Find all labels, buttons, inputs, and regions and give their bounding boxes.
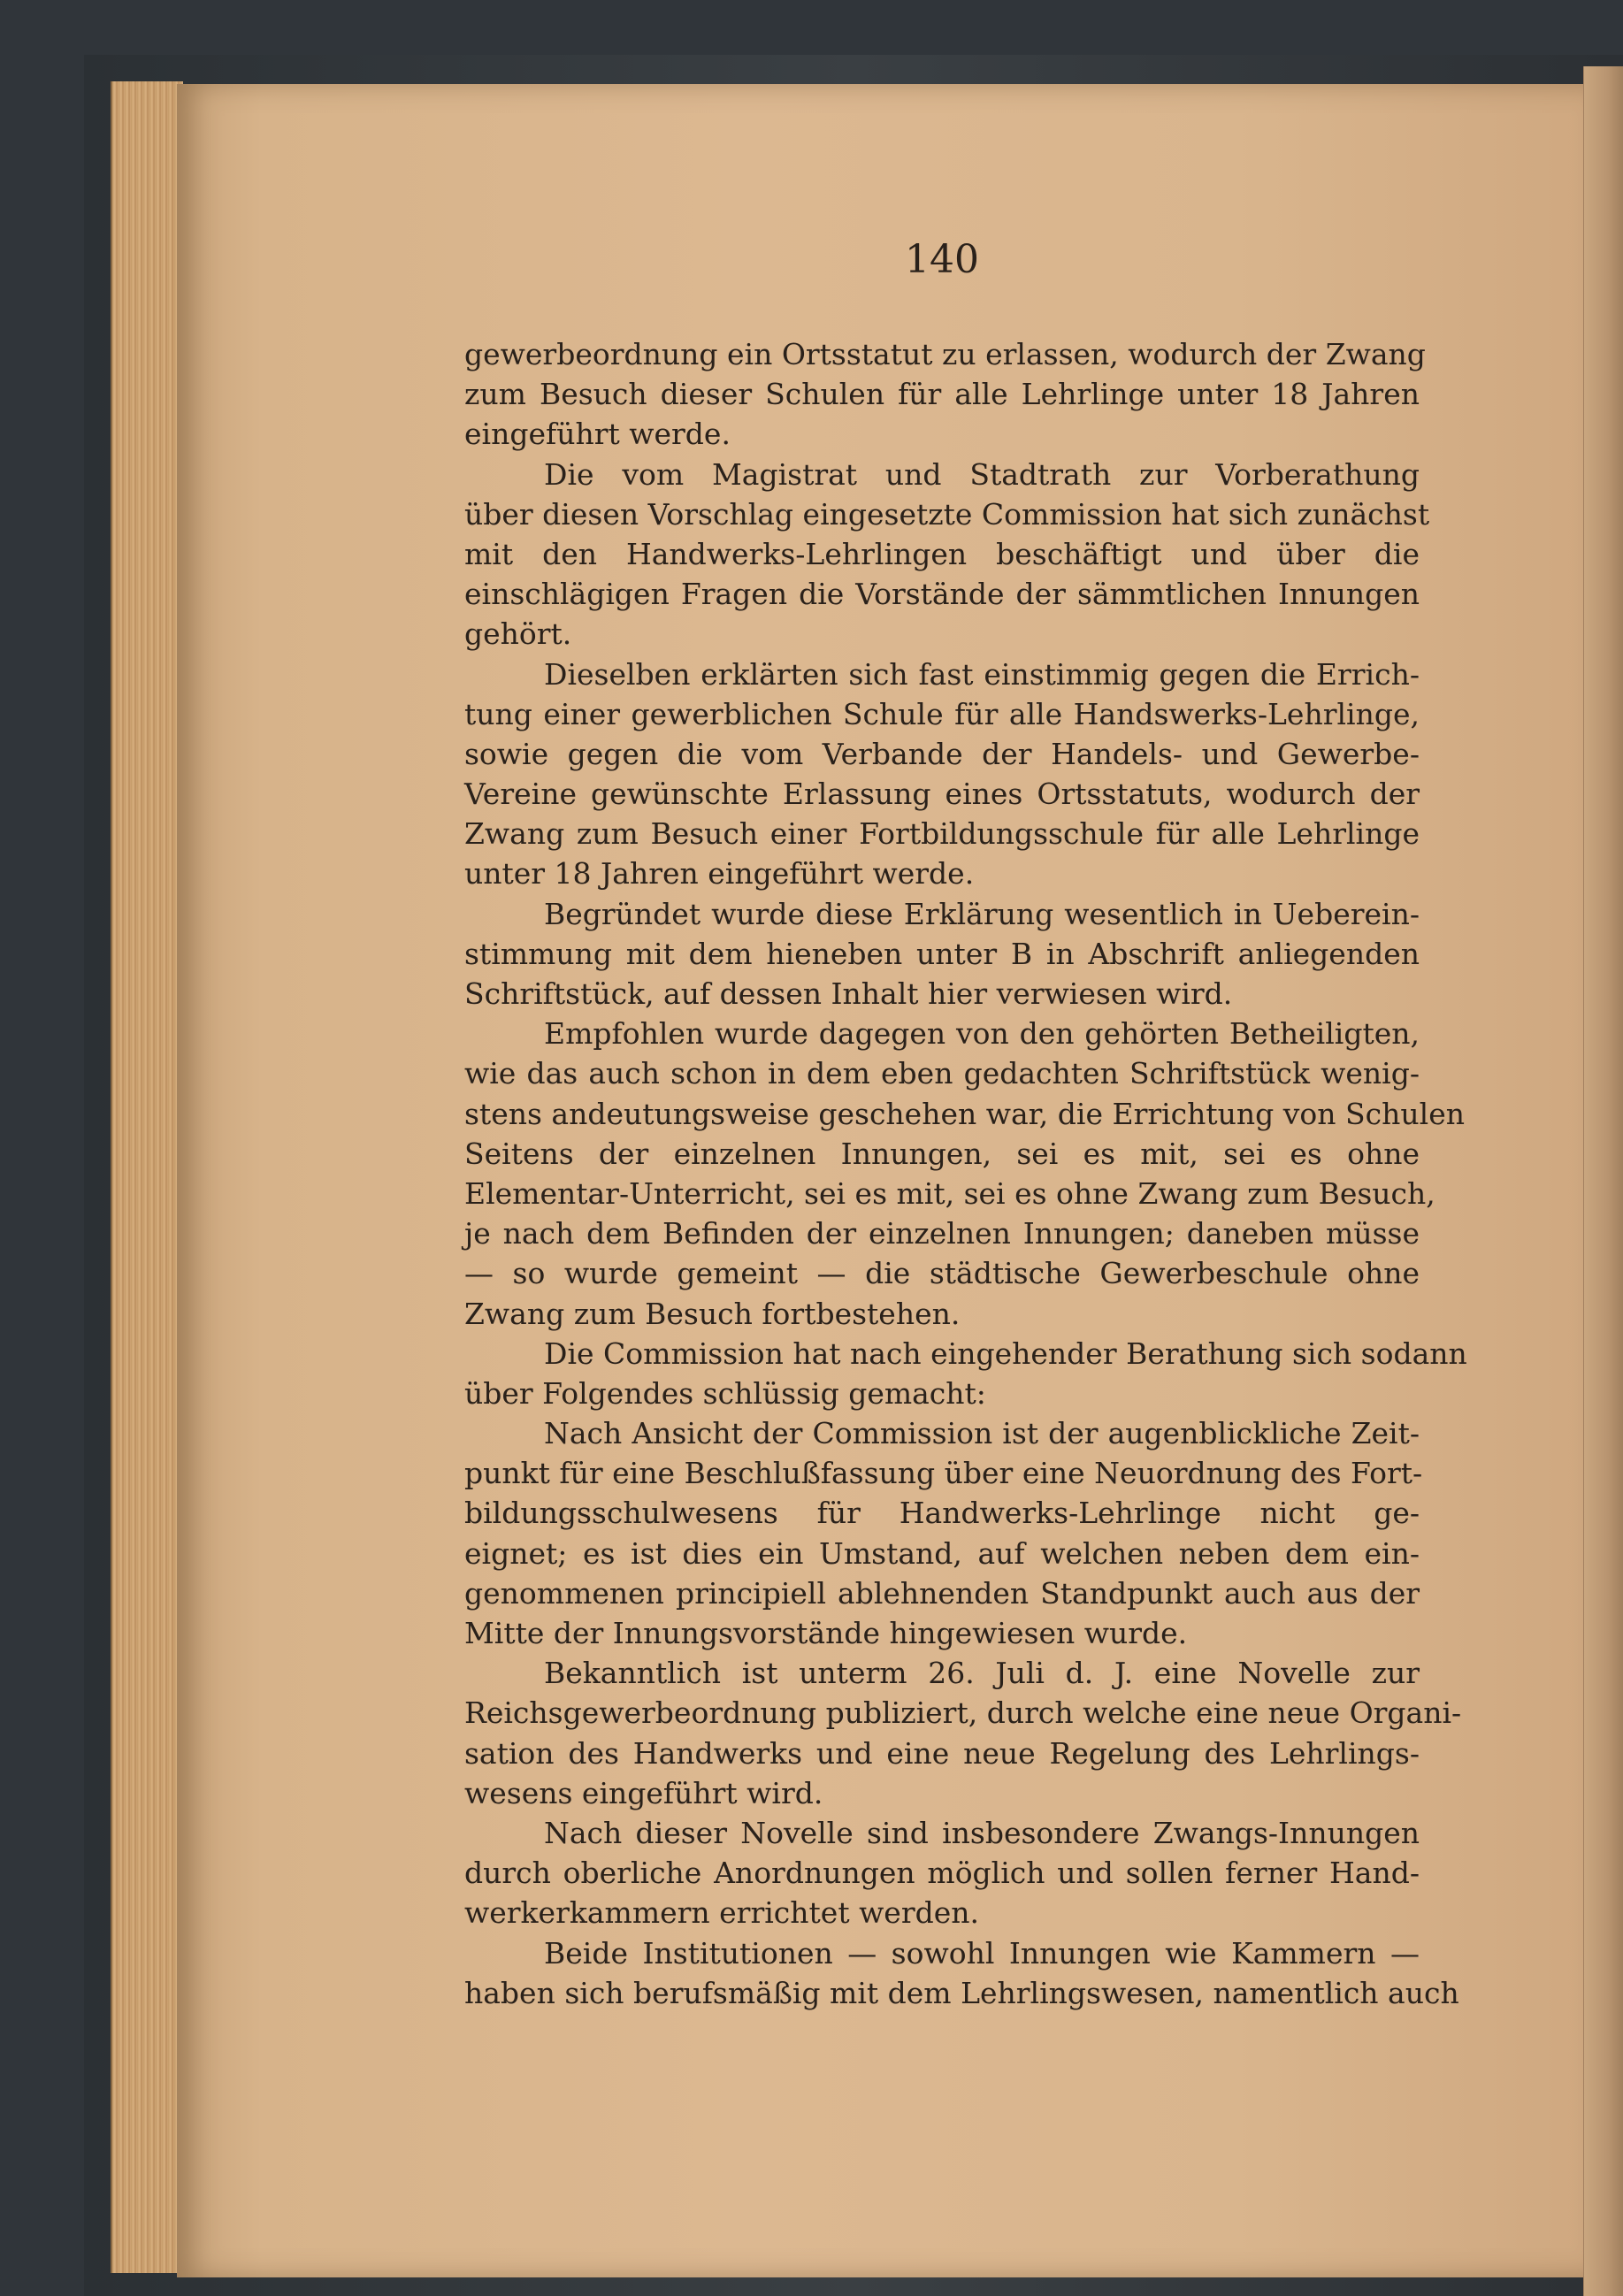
text-line: — so wurde gemeint — die städtische Gewerbeschule ohne (464, 1256, 1420, 1291)
text-line: je nach dem Befinden der einzelnen Innungen; daneben müsse (464, 1216, 1420, 1251)
text-line: über diesen Vorschlag eingesetzte Commission hat sich zunächst (464, 496, 1430, 532)
text-line: Nach Ansicht der Commission ist der augenblickliche Zeit- (544, 1416, 1420, 1451)
text-line: haben sich berufsmäßig mit dem Lehrlingswesen, namentlich auch (464, 1975, 1459, 2010)
text-line: werkerkammern errichtet werden. (464, 1895, 980, 1931)
text-line: mit den Handwerks-Lehrlingen beschäftigt und über die (464, 536, 1420, 571)
text-line: Begründet wurde diese Erklärung wesentlich in Ueberein- (544, 896, 1420, 931)
text-line: unter 18 Jahren eingeführt werde. (464, 856, 975, 892)
text-line: bildungsschulwesens für Handwerks-Lehrlinge nicht ge- (464, 1496, 1420, 1531)
text-line: eignet; es ist dies ein Umstand, auf welchen neben dem ein- (464, 1535, 1420, 1571)
text-line: über Folgendes schlüssig gemacht: (464, 1375, 986, 1411)
text-line: Bekanntlich ist unterm 26. Juli d. J. eine Novelle zur (544, 1656, 1420, 1691)
text-line: Vereine gewünschte Erlassung eines Ortsstatuts, wodurch der (464, 777, 1420, 812)
text-line: genommenen principiell ablehnenden Standpunkt auch aus der (464, 1575, 1420, 1611)
text-line: Zwang zum Besuch fortbestehen. (464, 1296, 961, 1331)
text-line: Mitte der Innungsvorstände hingewiesen wurde. (464, 1616, 1188, 1650)
text-line: wie das auch schon in dem eben gedachten Schriftstück wenig- (464, 1056, 1420, 1091)
text-line: Die vom Magistrat und Stadtrath zur Vorberathung (544, 456, 1420, 492)
text-line: zum Besuch dieser Schulen für alle Lehrlinge unter 18 Jahren (464, 377, 1420, 412)
text-line: stens andeutungsweise geschehen war, die Errichtung von Schulen (464, 1096, 1465, 1131)
page-number: 140 (905, 237, 979, 282)
text-line: Zwang zum Besuch einer Fortbildungsschule für alle Lehrlinge (464, 816, 1420, 852)
text-line: einschlägigen Fragen die Vorstände der sämmtlichen Innungen (464, 577, 1420, 612)
text-line: Beide Institutionen — sowohl Innungen wie Kammern — (544, 1935, 1420, 1971)
text-line: sowie gegen die vom Verbande der Handels- und Gewerbe- (464, 736, 1420, 771)
body-text (464, 334, 1467, 2013)
text-line: durch oberliche Anordnungen möglich und sollen ferner Hand- (464, 1856, 1420, 1891)
text-line: Die Commission hat nach eingehender Berathung sich sodann (544, 1336, 1467, 1371)
text-line: gehört. (464, 616, 572, 652)
text-line: Reichsgewerbeordnung publiziert, durch welche eine neue Organi- (464, 1695, 1462, 1731)
text-line: Schriftstück, auf dessen Inhalt hier verwiesen wird. (464, 976, 1233, 1011)
text-line: Empfohlen wurde dagegen von den gehörten Betheiligten, (544, 1016, 1420, 1052)
text-line: sation des Handwerks und eine neue Regelung des Lehrlings- (464, 1735, 1420, 1771)
text-line: gewerbeordnung ein Ortsstatut zu erlassen, wodurch der Zwang (464, 337, 1426, 371)
text-line: eingeführt werde. (464, 417, 731, 452)
text-line: stimmung mit dem hieneben unter B in Abschrift anliegenden (464, 936, 1420, 971)
facing-page-edge (1583, 66, 1623, 2296)
page-edges-stack (111, 81, 183, 2273)
text-line: Seitens der einzelnen Innungen, sei es mit, sei es ohne (464, 1136, 1420, 1171)
text-line: wesens eingeführt wird. (464, 1775, 823, 1810)
text-line: Nach dieser Novelle sind insbesondere Zwangs-Innungen (544, 1815, 1420, 1850)
text-line: Dieselben erklärten sich fast einstimmig gegen die Errich- (544, 656, 1420, 692)
text-line: punkt für eine Beschlußfassung über eine Neuordnung des Fort- (464, 1456, 1423, 1491)
text-line: Elementar-Unterricht, sei es mit, sei es ohne Zwang zum Besuch, (464, 1175, 1435, 1211)
text-line: tung einer gewerblichen Schule für alle Handswerks-Lehrlinge, (464, 696, 1420, 731)
